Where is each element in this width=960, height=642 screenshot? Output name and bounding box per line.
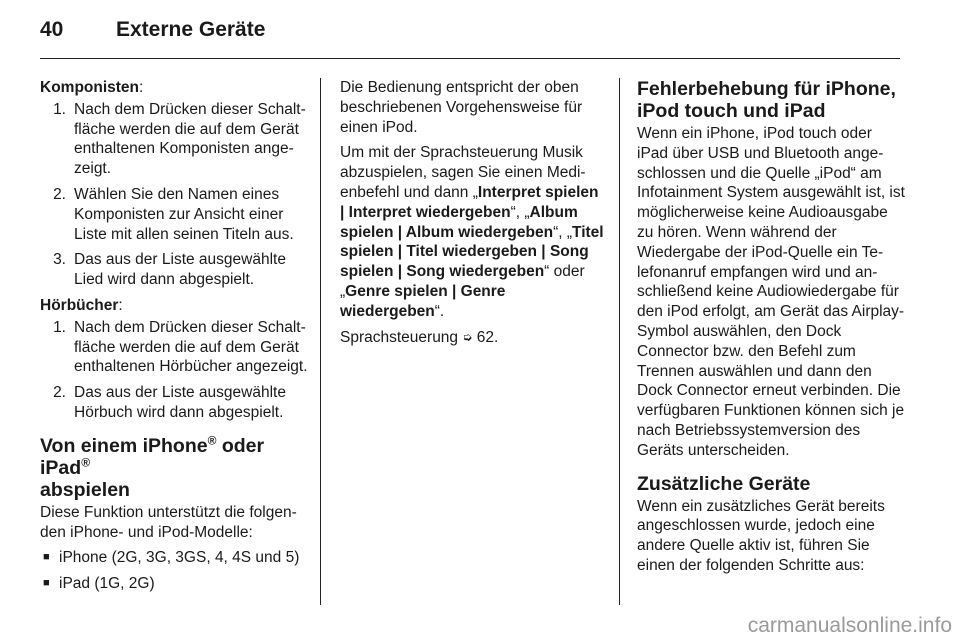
watermark: carmanualsonline.info — [747, 614, 952, 637]
section-heading-additional-devices: Zusätzliche Geräte — [637, 472, 811, 495]
page-reference-arrow-icon: ➭ — [462, 329, 473, 344]
bullet-icon: ■ — [43, 577, 50, 590]
column-divider-2 — [619, 78, 620, 605]
list-item: 3. Das aus der Liste ausgewählte Lied wird dann abgespielt. — [53, 251, 286, 289]
paragraph-voice-commands: Um mit der Sprachsteuerung Musik abzuspielen, sagen Sie einen Medienbefehl und dann „Interpret spielen | Interpret wiedergeben“, „Album spielen | Album wiedergeben“, „Titel spielen | Titel wiedergeben | Song spielen | Song wiedergeben“ oder „Genre spielen | Genre wiedergeben“. — [340, 144, 604, 320]
model-list — [40, 548, 308, 594]
list-item: 1. Nach dem Drücken dieser Schaltfläche werden die auf dem Gerät enthaltenen Komponisten angezeigt. — [53, 100, 306, 178]
column-1: Komponisten: 1. Nach dem Drücken dieser Schaltfläche werden die auf dem Gerät enthaltenen Komponisten angezeigt. 2. Wählen Sie den Namen eines Komponisten zur Ansicht einer Liste mit allen seinen Titeln aus. 3. Das aus der Liste ausgewählte Lied wird dann abgespielt. Hörbücher: 1. Nach dem Drücken dieser Schaltfläche werden die auf dem Gerät enthaltenen Hörbücher angezeigt. 2. Das aus der Liste ausgewählte Hörbuch wird dann abgespielt. Von einem iPhone® oder iPad® abspielen Diese Funktion unterstützt die folgenden iPhone- und iPod-Modelle: ■ iPhone (2G, 3G, 3GS, 4, 4S und 5) ■ iPad (1G, 2G) — [40, 79, 308, 593]
list-item: 2. Wählen Sie den Namen eines Komponisten zur Ansicht einer Liste mit allen seinen Titeln aus. — [53, 185, 294, 243]
list-item: 1. Nach dem Drücken dieser Schaltfläche werden die auf dem Gerät enthaltenen Hörbücher angezeigt. — [53, 318, 308, 376]
hoerbuecher-label: Hörbücher — [40, 296, 119, 314]
section-heading-iphone: Von einem iPhone® oder iPad® abspielen — [40, 433, 265, 501]
page-header — [40, 18, 265, 50]
hoerbuecher-steps — [40, 318, 308, 423]
page-title: Externe Geräte — [116, 18, 266, 41]
list-item: ■ iPad (1G, 2G) — [40, 574, 308, 594]
paragraph: Wenn ein iPhone, iPod touch oder iPad über USB und Bluetooth angeschlossen und die Quelle „iPod“ am Infotainment System ausgewählt ist, ist möglicherweise keine Audioausgabe zu hören. Wenn während der Wiedergabe der iPod-Quelle ein Telefonanruf empfangen wird und anschließend keine Audiowiedergabe für den iPod erfolgt, am Gerät das Airplay-Symbol auswählen, den Dock Connector bzw. den Befehl zum Trennen auswählen und dann den Dock Connector erneut verbinden. Die verfügbaren Funktionen können sich je nach Betriebssystemversion des Geräts unterscheiden. — [637, 125, 905, 459]
column-3 — [637, 78, 905, 582]
section-intro: Diese Funktion unterstützt die folgenden iPhone- und iPod-Modelle: — [40, 503, 297, 541]
paragraph: Die Bedienung entspricht der oben beschriebenen Vorgehensweise für einen iPod. — [340, 79, 583, 136]
list-item: 2. Das aus der Liste ausgewählte Hörbuch wird dann abgespielt. — [53, 384, 286, 421]
header-rule — [40, 58, 900, 59]
column-divider-1 — [320, 78, 321, 605]
bullet-icon: ■ — [43, 551, 50, 564]
column-2 — [340, 78, 606, 354]
paragraph: Wenn ein zusätzliches Gerät bereits angeschlossen wurde, jedoch eine andere Quelle aktiv ist, führen Sie einen der folgenden Schritte aus: — [637, 497, 885, 574]
komponisten-label: Komponisten — [40, 79, 140, 96]
cross-reference[interactable]: Sprachsteuerung ➭ 62. — [340, 328, 499, 346]
komponisten-steps — [40, 100, 308, 290]
page-number: 40 — [40, 18, 64, 41]
list-item: ■ iPhone (2G, 3G, 3GS, 4, 4S und 5) — [40, 548, 308, 568]
section-heading-troubleshooting: Fehlerbehebung für iPhone, iPod touch und iPad — [637, 78, 896, 122]
